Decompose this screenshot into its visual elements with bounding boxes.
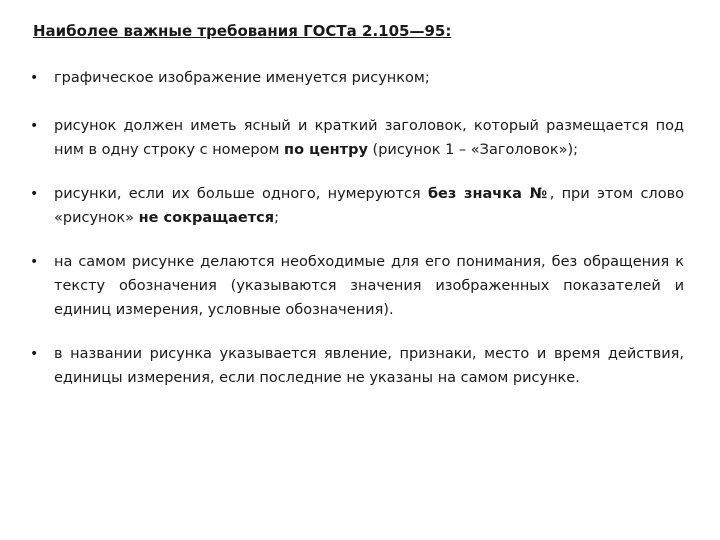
item-text: рисунки, если их больше одного, нумеруются xyxy=(54,186,428,202)
list-item xyxy=(30,182,684,230)
slide-title: Наиболее важные требования ГОСТа 2.105—95: xyxy=(33,22,452,40)
item-text: графическое изображение именуется рисунком; xyxy=(54,70,430,86)
bullet-icon: • xyxy=(30,186,39,202)
item-text-bold: без значка № xyxy=(427,186,550,202)
bullet-icon: • xyxy=(30,346,39,362)
requirements-list xyxy=(30,66,684,390)
list-item xyxy=(30,342,684,390)
item-text: , при этом слово «рисунок» xyxy=(54,186,684,226)
list-item xyxy=(30,250,684,322)
list-item xyxy=(30,114,684,162)
item-text: (рисунок 1 – «Заголовок»); xyxy=(367,142,579,158)
bullet-icon: • xyxy=(30,70,39,86)
item-text-bold: не сокращается xyxy=(138,210,275,226)
bullet-icon: • xyxy=(30,254,39,270)
item-text: в названии рисунка указывается явление, признаки, место и время действия, единицы измерения, если последние не указаны на самом рисунке. xyxy=(54,346,684,386)
item-text: на самом рисунке делаются необходимые для его понимания, без обращения к тексту обозначения (указываются значения изображенных показателей и единиц измерения, условные обозначения). xyxy=(54,254,684,318)
item-text-bold: по центру xyxy=(284,142,368,158)
bullet-icon: • xyxy=(30,118,39,134)
item-text: ; xyxy=(274,210,279,226)
list-item xyxy=(30,66,684,90)
item-text: рисунок должен иметь ясный и краткий заголовок, который размещается под ним в одну строку с номером xyxy=(54,118,684,158)
